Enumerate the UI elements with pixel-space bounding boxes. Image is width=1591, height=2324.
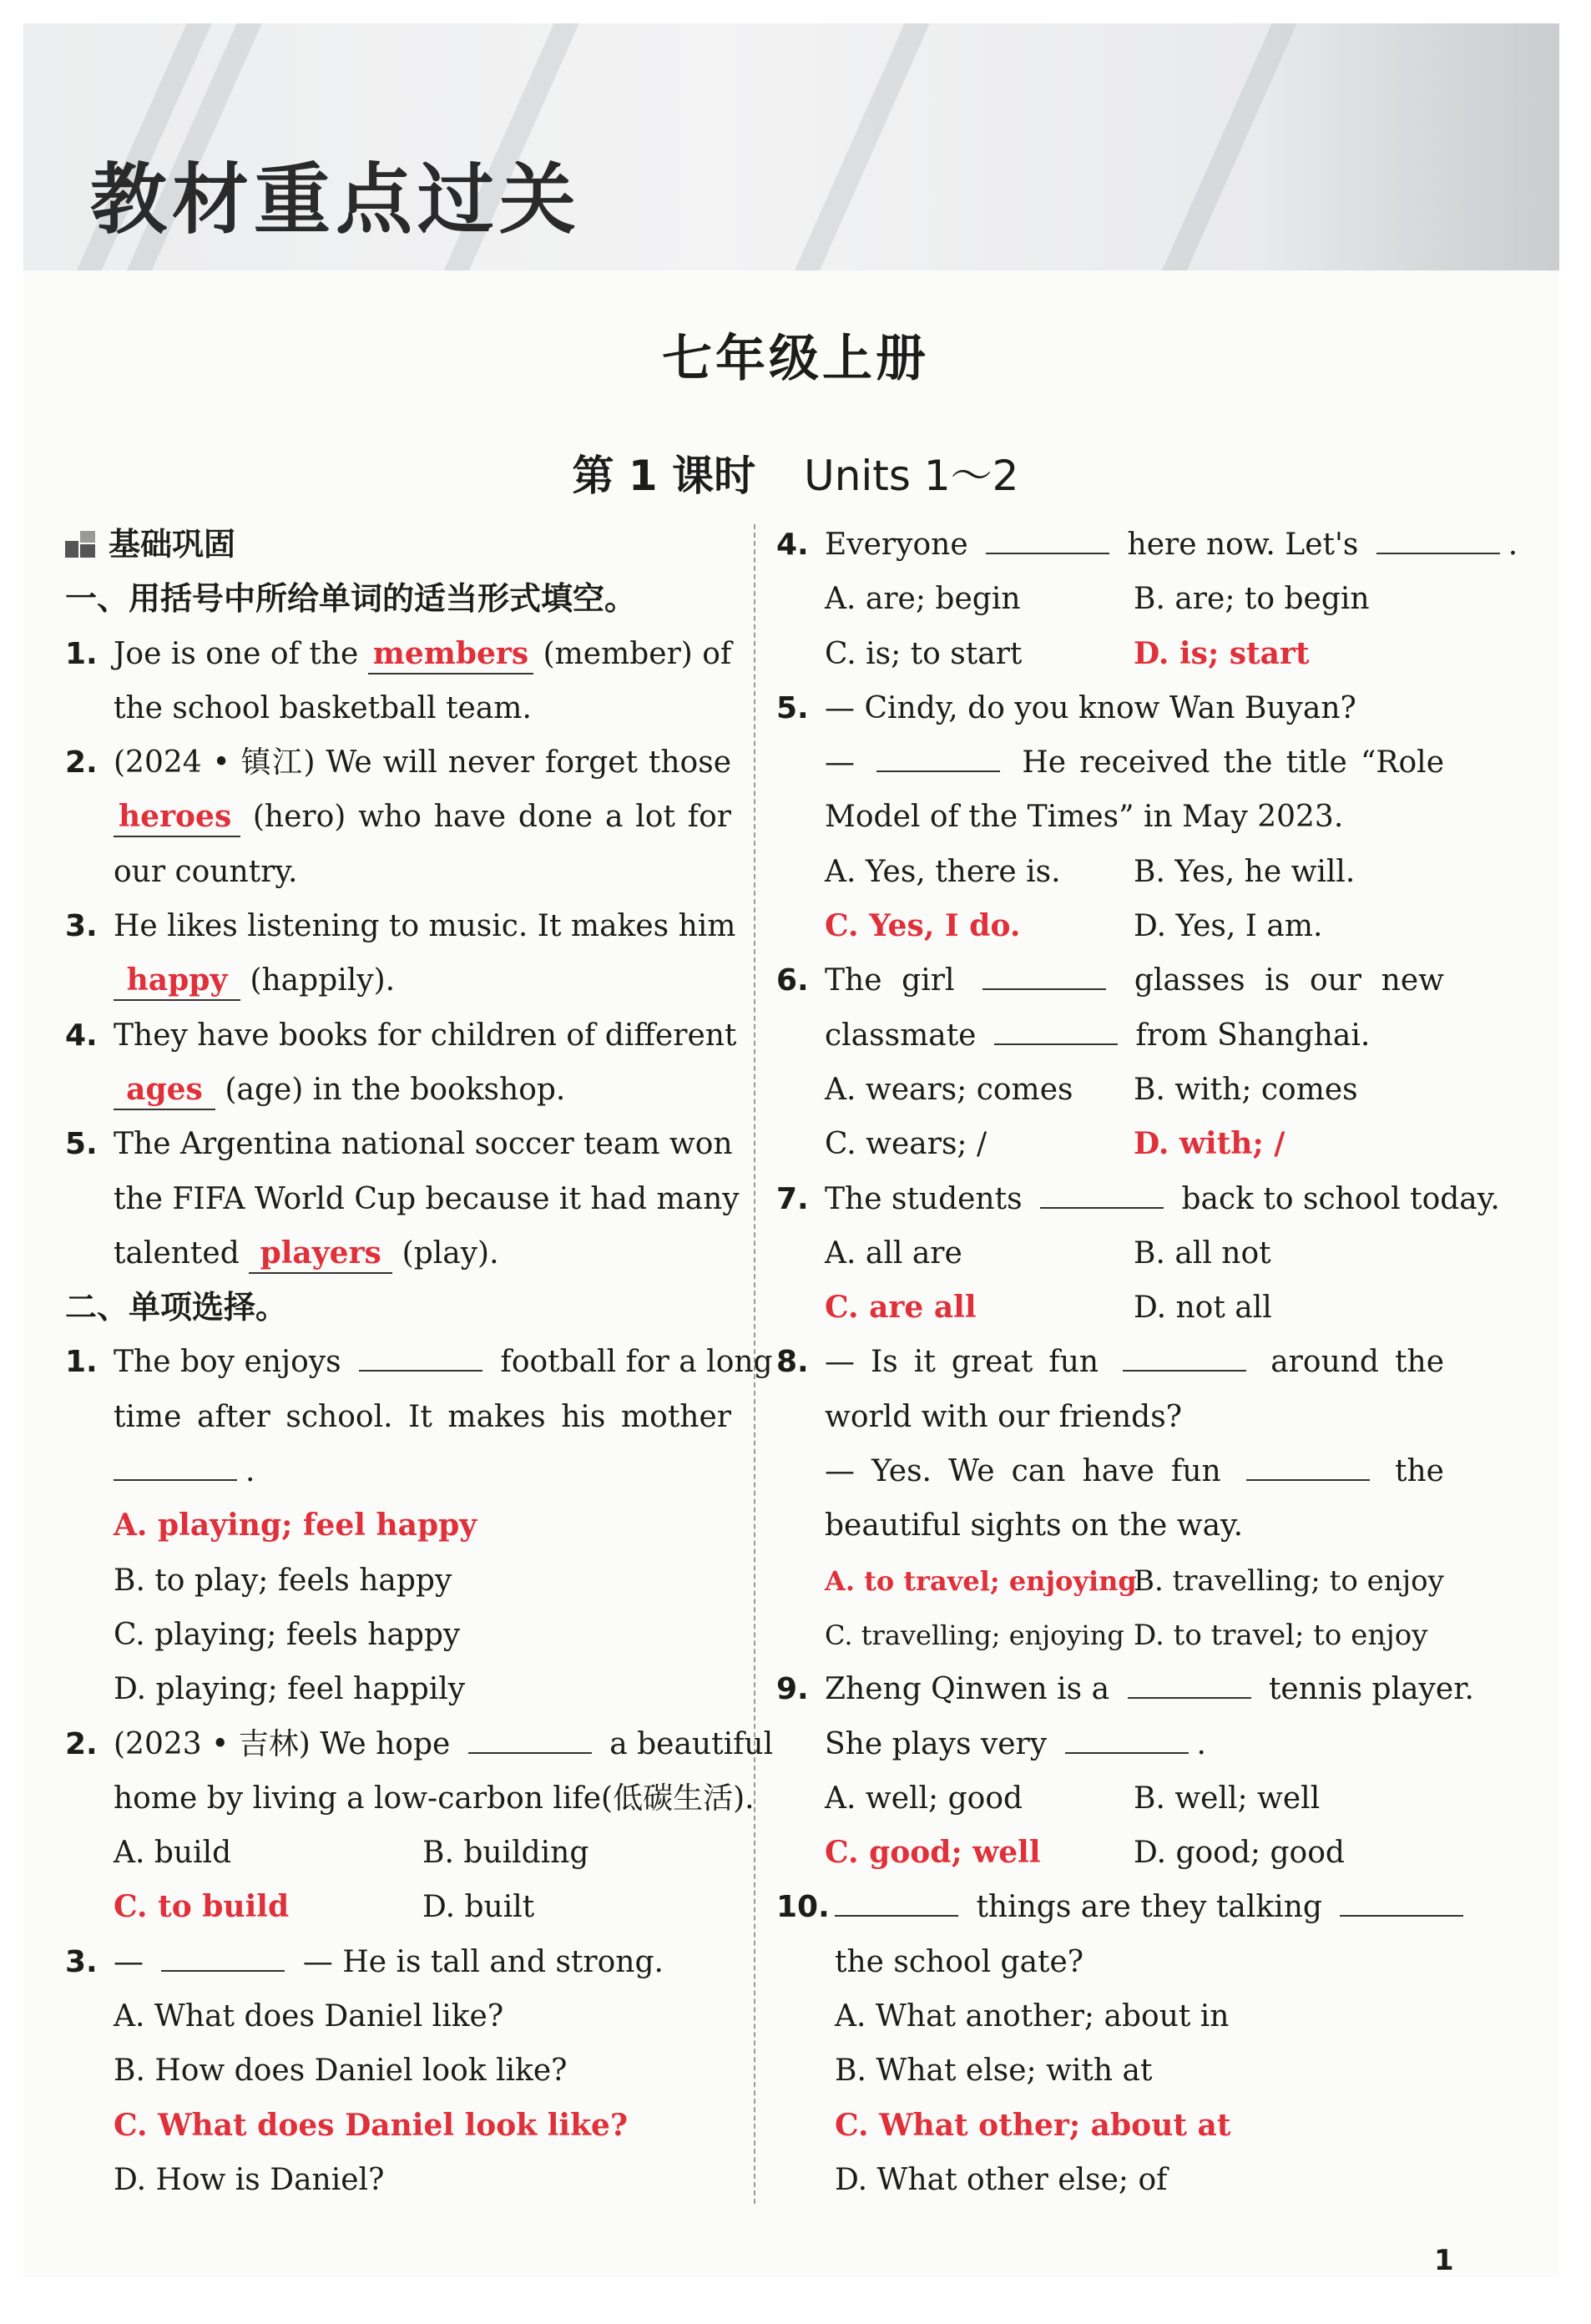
option-c: C. wears; / [825,1127,987,1162]
option-d: D. with; / [1134,1126,1285,1162]
grade-title: 七年级上册 [662,330,929,388]
p2-q4-line1: 4. Everyone here now. Let's . [776,518,1444,572]
option-b: B. are; to begin [1134,582,1370,617]
p1-q3-line2: happy (happily). [65,953,731,1008]
p2-q5-options-row1 [776,845,1444,899]
blank [835,1883,958,1917]
option-b: B. with; comes [1134,1072,1358,1107]
blank [982,957,1106,990]
p2-q5-line2: — He received the title “Role [776,735,1444,790]
option-a: A. to travel; enjoying [825,1564,1137,1597]
option-c: C. Yes, I do. [825,908,1021,944]
p2-q5-line3: Model of the Times” in May 2023. [825,800,1344,835]
option-c: C. are all [825,1290,977,1326]
option-c: C. travelling; enjoying [825,1619,1124,1651]
blank [1128,1665,1251,1699]
p1-q2-line2: heroes (hero) who have done a lot for [65,790,731,844]
p2-q8-options-row2 [776,1608,1444,1662]
p2-q6-line1: 6. The girl glasses is our new [776,953,1444,1008]
p2-q10-option-d: D. What other else; of [835,2162,1168,2197]
p2-q3-option-c: C. What does Daniel look like? [114,2107,629,2143]
option-a: A. wears; comes [825,1072,1073,1107]
p2-q1-option-b: B. to play; feels happy [114,1563,452,1598]
p1-q5-line3: talented players (play). [65,1226,731,1281]
option-d: D. not all [1134,1291,1272,1326]
p2-q6-line2: classmate from Shanghai. [776,1008,1444,1063]
blank [1246,1447,1370,1481]
answer-fill: players [249,1234,392,1274]
option-b: B. Yes, he will. [1134,854,1356,889]
p2-q8-line4: beautiful sights on the way. [825,1508,1244,1543]
p2-q4-options-row1 [776,572,1444,626]
option-a: A. all are [825,1235,962,1271]
answer-fill: members [368,634,533,674]
p2-q9-options-row1 [776,1771,1444,1826]
p2-q2-options-row2 [65,1880,731,1934]
p2-q8-options-row1 [776,1554,1444,1608]
option-c: C. to build [114,1889,290,1925]
option-d: D. good; good [1134,1836,1345,1871]
option-b: B. all not [1134,1235,1271,1271]
p2-q4-options-row2 [776,627,1444,681]
blank [986,521,1109,554]
p1-q2-line1: 2. (2024 • 镇江) We will never forget those [65,745,731,781]
option-d: D. to travel; to enjoy [1134,1618,1428,1652]
lesson-title [0,442,1591,503]
p2-q1-option-a: A. playing; feel happy [114,1508,477,1543]
p2-q9-options-row2 [776,1826,1444,1880]
option-d: D. is; start [1134,635,1310,671]
blank [114,1447,237,1481]
page-number: 1 [1434,2244,1454,2277]
p2-q5-line1: 5. — Cindy, do you know Wan Buyan? [776,690,1356,725]
section-blocks-icon [65,531,97,558]
p2-q1-option-c: C. playing; feels happy [114,1617,461,1652]
blank [1123,1338,1246,1372]
p2-q2-line2: home by living a low-carbon life(低碳生活). [114,1781,755,1816]
p2-q7-options-row1 [776,1226,1444,1281]
option-b: B. travelling; to enjoy [1134,1564,1444,1598]
p2-q9-line1: 9. Zheng Qinwen is a tennis player. [776,1662,1444,1716]
blank [1340,1883,1463,1917]
option-b: B. well; well [1134,1781,1321,1816]
header-title: 教材重点过关 [90,155,582,245]
p2-q6-options-row1 [776,1063,1444,1117]
option-c: C. good; well [825,1835,1041,1871]
p2-q1-line2: time after school. It makes his mother [114,1399,731,1434]
blank [1065,1720,1189,1754]
p1-q4-line1: 4. They have books for children of different [65,1018,737,1053]
p2-q10-option-b: B. What else; with at [835,2054,1153,2089]
part2-instruction: 二、单项选择。 [65,1289,288,1326]
p1-q3-line1: 3. He likes listening to music. It makes him [65,909,736,944]
blank [994,1012,1118,1045]
option-b: B. building [422,1836,589,1871]
p2-q9-line2: She plays very . [776,1717,1444,1771]
blank [1040,1175,1164,1209]
p1-q2-line3: our country. [114,854,298,889]
p2-q6-options-row2 [776,1117,1444,1171]
option-a: A. are; begin [825,582,1021,617]
option-a: A. well; good [825,1781,1023,1816]
p2-q5-options-row2 [776,899,1444,953]
option-a: A. Yes, there is. [825,854,1061,889]
blank [161,1938,285,1972]
right-column [776,518,1518,2207]
option-d: D. Yes, I am. [1134,909,1323,944]
answer-fill: ages [114,1070,215,1110]
lesson-number: 第 1 课时 [572,452,756,500]
p2-q1-line1: 1. The boy enjoys football for a long [65,1335,731,1389]
p2-q8-line1: 8. — Is it great fun around the [776,1335,1444,1389]
p2-q3-option-d: D. How is Daniel? [114,2162,385,2197]
p2-q10-option-c: C. What other; about at [835,2107,1231,2143]
p2-q8-line2: world with our friends? [825,1399,1182,1434]
blank [876,739,1000,772]
p2-q2-line1: 2. (2023 • 吉林) We hope a beautiful [65,1717,731,1771]
blank [468,1720,592,1754]
left-column [65,518,774,2207]
answer-fill: heroes [114,797,240,837]
p2-q1-line3: . [65,1444,731,1498]
blank [1376,521,1500,554]
answer-fill: happy [114,961,240,1001]
option-a: A. build [114,1836,232,1871]
p2-q3-option-b: B. How does Daniel look like? [114,2054,568,2089]
blank [359,1338,482,1372]
p2-q7-options-row2 [776,1281,1444,1335]
p2-q3-option-a: A. What does Daniel like? [114,1999,504,2034]
part1-instruction: 一、用括号中所给单词的适当形式填空。 [65,580,637,618]
p1-q1-line1: 1. Joe is one of the members (member) of [65,627,731,681]
p1-q1-line2: the school basketball team. [114,690,532,725]
p2-q3-line1: 3. — — He is tall and strong. [65,1935,731,1989]
p1-q5-line1: 5. The Argentina national soccer team won [65,1127,733,1162]
option-c: C. is; to start [825,636,1023,671]
p1-q5-line2: the FIFA World Cup because it had many [114,1181,740,1216]
p2-q8-line3: — Yes. We can have fun the [776,1444,1444,1498]
p2-q1-option-d: D. playing; feel happily [114,1672,466,1707]
p2-q7-line1: 7. The students back to school today. [776,1172,1444,1226]
section-heading: 基础巩固 [65,518,731,572]
p2-q10-line1: 10. things are they talking [776,1880,1444,1934]
p1-q4-line2: ages (age) in the bookshop. [65,1063,731,1117]
option-d: D. built [422,1890,535,1925]
lesson-units: Units 1～2 [804,452,1019,500]
p2-q2-options-row1 [65,1826,731,1880]
p2-q10-line2: the school gate? [835,1944,1084,1979]
p2-q10-option-a: A. What another; about in [835,1999,1230,2034]
